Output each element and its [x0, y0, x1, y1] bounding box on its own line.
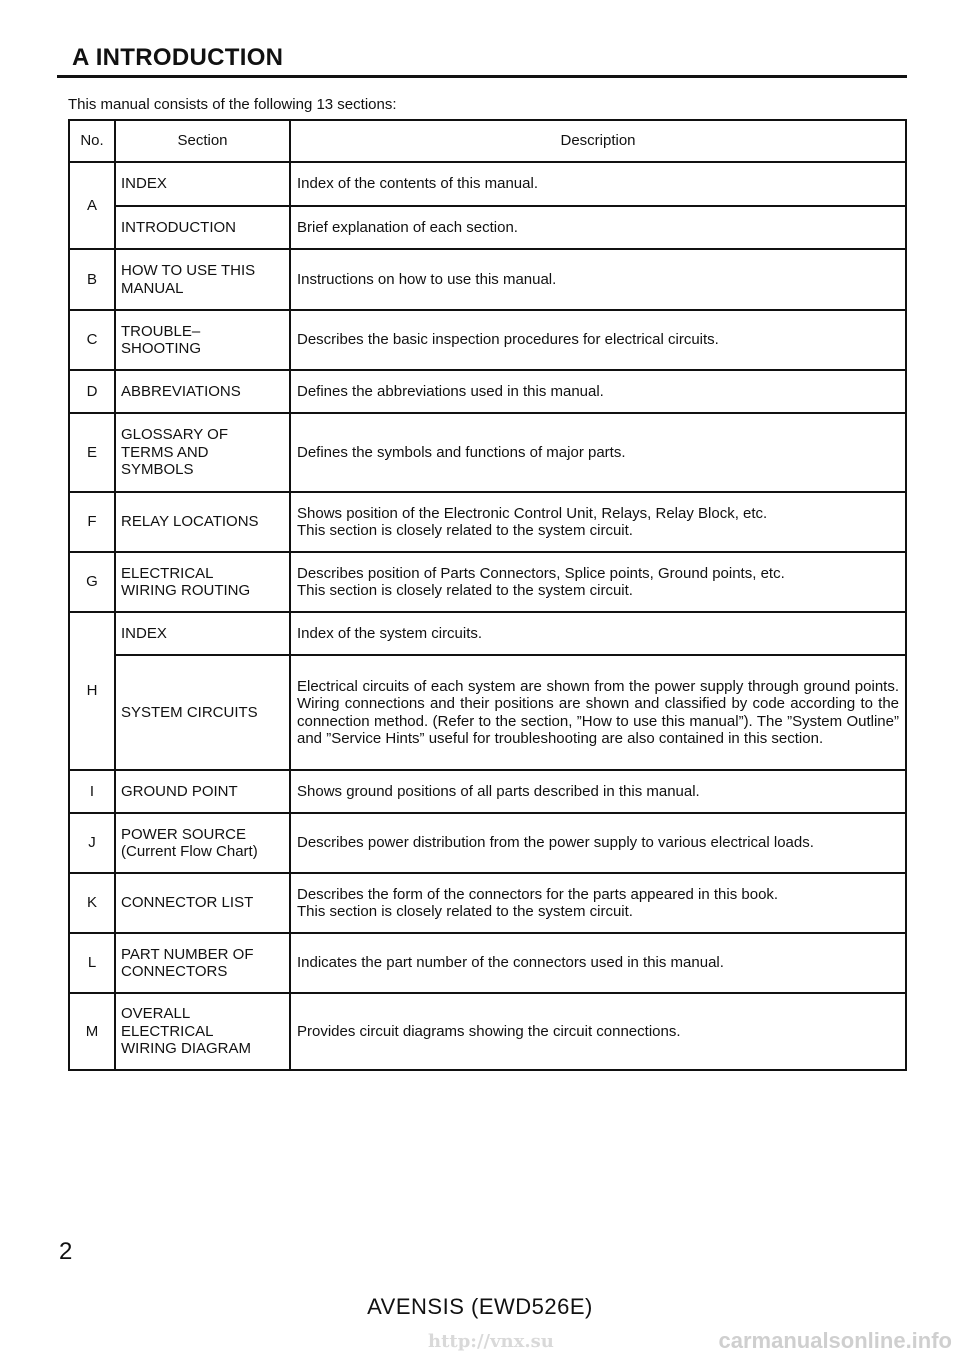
- header-description: Description: [290, 120, 906, 162]
- row-section: SYSTEM CIRCUITS: [115, 655, 290, 770]
- table-row: [69, 612, 906, 655]
- page-heading: A INTRODUCTION: [72, 44, 284, 71]
- row-section: GLOSSARY OF TERMS AND SYMBOLS: [115, 413, 290, 492]
- table-header-row: [69, 120, 906, 162]
- row-section: OVERALL ELECTRICAL WIRING DIAGRAM: [115, 993, 290, 1070]
- table-row: [69, 370, 906, 413]
- row-no: F: [69, 492, 115, 552]
- row-description: Provides circuit diagrams showing the circuit connections.: [290, 993, 906, 1070]
- heading-rule: [57, 75, 907, 78]
- row-description: Indicates the part number of the connectors used in this manual.: [290, 933, 906, 993]
- row-section: RELAY LOCATIONS: [115, 492, 290, 552]
- watermark-url: http://vnx.su: [428, 1331, 554, 1352]
- row-no: H: [69, 612, 115, 770]
- table-row: [69, 249, 906, 310]
- row-description: Shows ground positions of all parts described in this manual.: [290, 770, 906, 813]
- table-row: [69, 552, 906, 612]
- row-section: HOW TO USE THIS MANUAL: [115, 249, 290, 310]
- row-section: TROUBLE– SHOOTING: [115, 310, 290, 370]
- table-row: [69, 813, 906, 873]
- row-no: J: [69, 813, 115, 873]
- row-no: C: [69, 310, 115, 370]
- table-row: [69, 770, 906, 813]
- watermark-site: carmanualsonline.info: [718, 1328, 952, 1353]
- row-no: D: [69, 370, 115, 413]
- row-no: K: [69, 873, 115, 933]
- table-row: [69, 206, 906, 249]
- row-no: B: [69, 249, 115, 310]
- footer-model: AVENSIS (EWD526E): [367, 1294, 593, 1319]
- row-description: Describes the basic inspection procedures for electrical circuits.: [290, 310, 906, 370]
- row-description: Describes power distribution from the power supply to various electrical loads.: [290, 813, 906, 873]
- table-row: [69, 655, 906, 770]
- row-section: POWER SOURCE (Current Flow Chart): [115, 813, 290, 873]
- table-row: [69, 413, 906, 492]
- table-row: [69, 993, 906, 1070]
- intro-text: This manual consists of the following 13 sections:: [68, 96, 397, 113]
- row-description: Instructions on how to use this manual.: [290, 249, 906, 310]
- table-row: [69, 933, 906, 993]
- row-section: GROUND POINT: [115, 770, 290, 813]
- table-row: [69, 310, 906, 370]
- row-description: Index of the contents of this manual.: [290, 162, 906, 206]
- header-no: No.: [69, 120, 115, 162]
- header-section: Section: [115, 120, 290, 162]
- row-no: M: [69, 993, 115, 1070]
- row-no: A: [69, 162, 115, 249]
- row-section: CONNECTOR LIST: [115, 873, 290, 933]
- row-section: ABBREVIATIONS: [115, 370, 290, 413]
- row-description: Electrical circuits of each system are shown from the power supply through ground points. Wiring connections and their positions are shown and classified by code according to the connection method. (Refer to the section, ”How to use this manual”). The ”System Outline” and ”Service Hints” useful for troubleshooting are also contained in this section.: [290, 655, 906, 770]
- row-description: Shows position of the Electronic Control Unit, Relays, Relay Block, etc. This section is closely related to the system circuit.: [290, 492, 906, 552]
- page-number: 2: [59, 1238, 73, 1265]
- row-no: G: [69, 552, 115, 612]
- row-description: Index of the system circuits.: [290, 612, 906, 655]
- row-section: INDEX: [115, 162, 290, 206]
- table-row: [69, 162, 906, 206]
- row-section: ELECTRICAL WIRING ROUTING: [115, 552, 290, 612]
- row-section: INDEX: [115, 612, 290, 655]
- row-description: Describes position of Parts Connectors, Splice points, Ground points, etc. This section is closely related to the system circuit.: [290, 552, 906, 612]
- row-no: I: [69, 770, 115, 813]
- table-row: [69, 873, 906, 933]
- row-description: Brief explanation of each section.: [290, 206, 906, 249]
- table-row: [69, 492, 906, 552]
- row-description: Defines the symbols and functions of major parts.: [290, 413, 906, 492]
- row-no: L: [69, 933, 115, 993]
- row-description: Defines the abbreviations used in this manual.: [290, 370, 906, 413]
- sections-table: [68, 119, 907, 1071]
- row-no: E: [69, 413, 115, 492]
- row-section: INTRODUCTION: [115, 206, 290, 249]
- row-description: Describes the form of the connectors for the parts appeared in this book. This section is closely related to the system circuit.: [290, 873, 906, 933]
- row-section: PART NUMBER OF CONNECTORS: [115, 933, 290, 993]
